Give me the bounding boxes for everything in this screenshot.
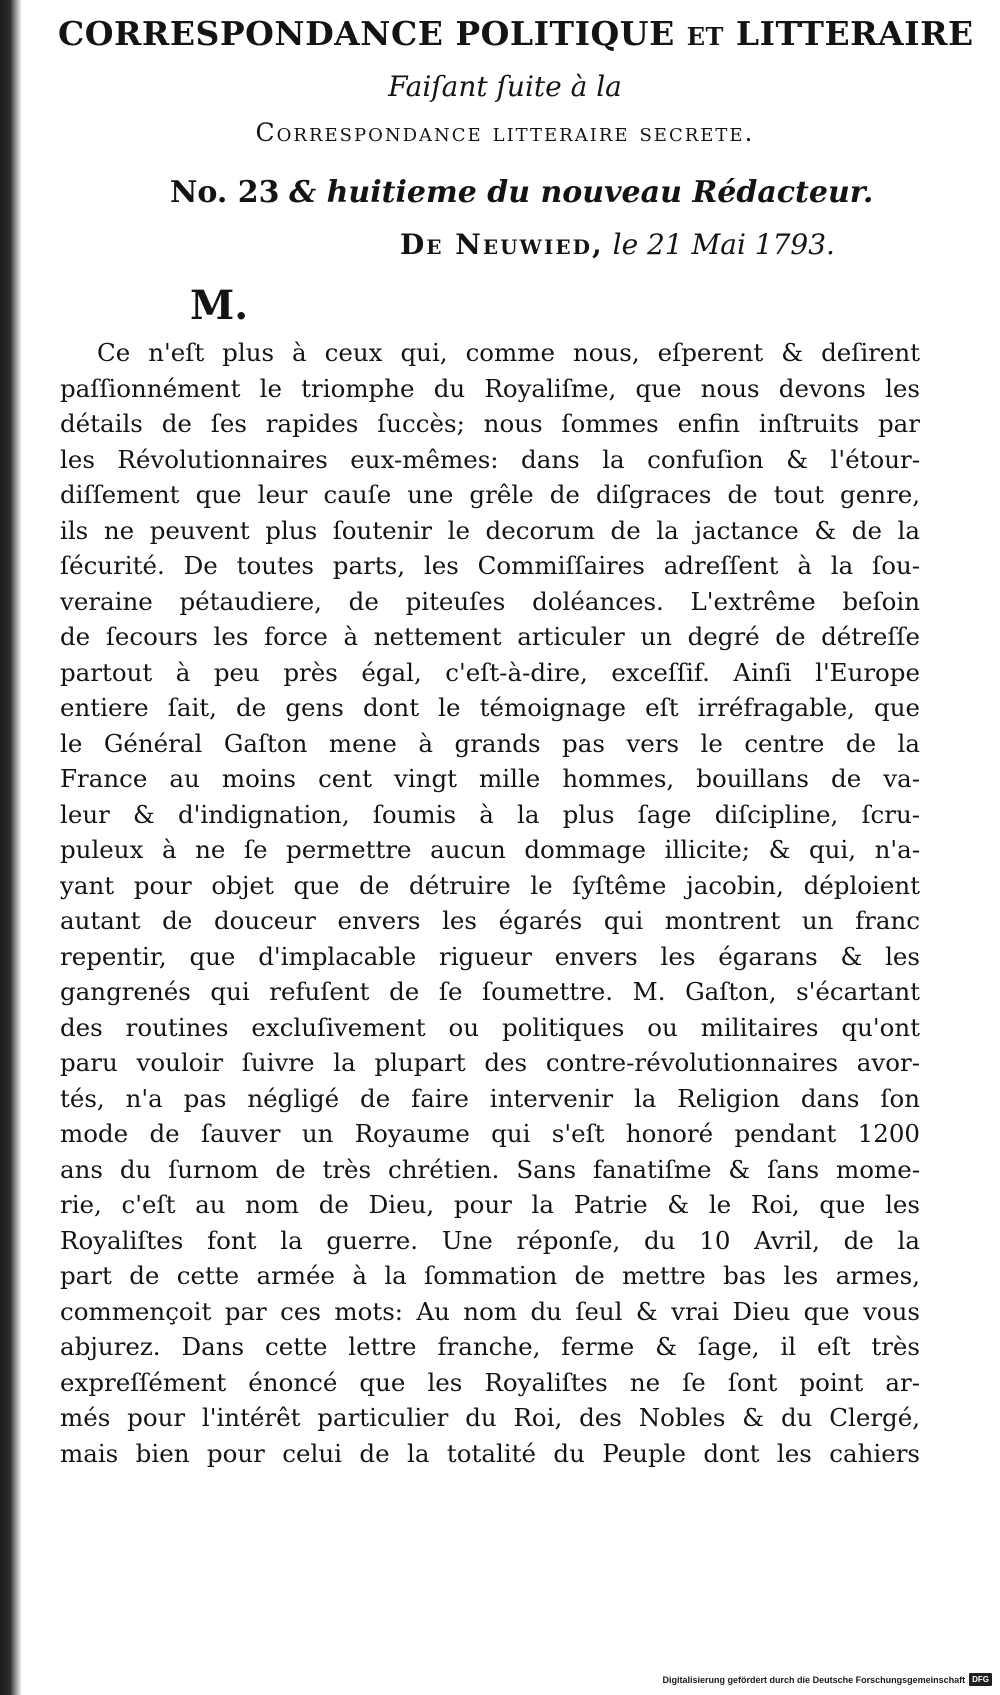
issue-line [170,175,873,210]
body-line: puleux à ne ſe permettre aucun dommage illicite; & qui, n'a- [60,835,920,864]
body-line: autant de douceur envers les égarés qui montrent un franc [60,906,920,935]
body-line: yant pour objet que de détruire le ſyſtême jacobin, déploient [60,870,920,900]
body-line: ans du ſurnom de très chrétien. Sans fanatiſme & ſans mome- [60,1154,920,1184]
title-conjunction: ET [686,22,724,51]
body-line: paru vouloir ſuivre la plupart des contre-révolutionnaires avor- [60,1048,920,1077]
body-line: rie, c'eſt au nom de Dieu, pour la Patrie & le Roi, que les [60,1190,920,1219]
issue-number: No. 23 [170,175,280,210]
body-line: partout à peu près égal, c'eſt-à-dire, exceſſif. Ainſi l'Europe [60,657,920,687]
scan-binding-edge [0,0,22,1695]
masthead-title [58,14,974,53]
dateline [400,228,835,261]
body-line: repentir, que d'implacable rigueur envers les égarans & les [60,941,920,971]
body-line: France au moins cent vingt mille hommes, bouillans de va- [60,764,920,793]
footer-credit-text: Digitalisierung gefördert durch die Deutsche Forschungsgemeinschaft [662,1674,966,1685]
body-line: mode de ſauver un Royaume qui s'eſt honoré pendant 1200 [60,1119,920,1148]
body-line: entiere ſait, de gens dont le témoignage eſt irréfragable, que [60,693,920,722]
document-page [40,0,974,1695]
dateline-date: le 21 Mai 1793. [612,228,835,261]
body-line: ſécurité. De toutes parts, les Commiſſaires adreſſent à la ſou- [60,551,920,580]
body-line: tés, n'a pas négligé de faire intervenir la Religion dans ſon [60,1083,920,1113]
title-end: LITTERAIRE [735,14,974,53]
body-line: veraine pétaudiere, de piteuſes doléances. L'extrême beſoin [60,586,920,616]
title-main: CORRESPONDANCE POLITIQUE [58,14,675,53]
footer-credit [663,1673,992,1686]
body-line: de ſecours les force à nettement articuler un degré de détreſſe [60,622,920,651]
body-line: gangrenés qui refuſent de ſe ſoumettre. M. Gaſton, s'écartant [60,977,920,1006]
masthead-subtitle: Faiſant ſuite à la [388,70,622,103]
body-text [60,335,920,1471]
body-line: Royaliſtes font la guerre. Une réponſe, du 10 Avril, de la [60,1225,920,1255]
body-line: paſſionnément le triomphe du Royaliſme, que nous devons les [60,373,920,403]
salutation: M. [190,282,249,329]
body-line: les Révolutionnaires eux-mêmes: dans la confuſion & l'étour- [60,444,920,474]
body-line: commençoit par ces mots: Au nom du ſeul & vrai Dieu que vous [60,1296,920,1326]
body-line: part de cette armée à la ſommation de mettre bas les armes, [60,1261,920,1290]
body-line: le Général Gaſton mene à grands pas vers le centre de la [60,728,920,758]
body-line: ils ne peuvent plus ſoutenir le decorum de la jactance & de la [60,515,920,545]
issue-description: & huitieme du nouveau Rédacteur. [289,175,874,210]
body-line: des routines excluſivement ou politiques ou militaires qu'ont [60,1012,920,1042]
dateline-place: De Neuwied, [400,228,604,261]
masthead-series: Correspondance litteraire secrete. [255,118,755,147]
body-line: més pour l'intérêt particulier du Roi, des Nobles & du Clergé, [60,1403,920,1432]
body-line: détails de ſes rapides ſuccès; nous ſommes enfin inſtruits par [60,409,920,438]
dfg-logo-icon: DFG [969,1673,992,1686]
body-line: abjurez. Dans cette lettre franche, ferme & ſage, il eſt très [60,1332,920,1361]
body-line: diſſement que leur cauſe une grêle de diſgraces de tout genre, [60,480,920,509]
body-line: mais bien pour celui de la totalité du Peuple dont les cahiers [60,1438,920,1468]
body-line: expreſſément énoncé que les Royaliſtes ne ſe ſont point ar- [60,1367,920,1397]
body-line: Ce n'eſt plus à ceux qui, comme nous, eſperent & deſirent [97,338,920,367]
body-line: leur & d'indignation, ſoumis à la plus ſage diſcipline, ſcru- [60,799,920,829]
